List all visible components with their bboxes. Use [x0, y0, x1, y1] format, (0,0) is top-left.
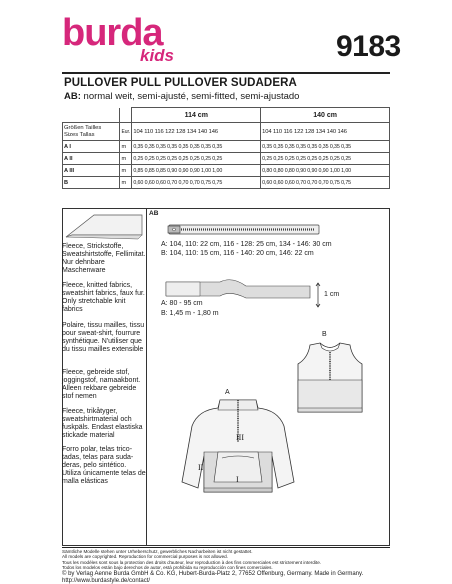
fabric-text-de: Fleece, Strickstoffe, Sweatshirtstoffe, Fellimitat. Nur dehnbare Maschenware [62, 243, 146, 274]
rib-length-a: A: 80 - 95 cm [161, 300, 203, 307]
vest-illustration [290, 340, 370, 420]
row-unit: m [120, 165, 132, 177]
view-b-label: B [322, 331, 327, 338]
size-label-line-2: Sizes Tallas [64, 131, 95, 138]
fabric-text-fr: Polaire, tissu mailles, tissu pour sweat-shirt, fourrure synthétique. N'utiliser que du tissu mailles extensible [62, 322, 145, 353]
row-unit: m [120, 177, 132, 189]
eur-label: Eur. [120, 123, 132, 141]
row-label: A III [63, 165, 120, 177]
subtitle-text: normal weit, semi-ajusté, semi-fitted, semi-ajustado [80, 91, 300, 102]
footer-divider [62, 547, 390, 548]
sizes-b: 104 110 116 122 128 134 140 146 [261, 123, 390, 141]
publisher-url[interactable]: http://www.burdastyle.de/contact/ [62, 578, 151, 584]
row-values-a: 0,60 0,60 0,60 0,70 0,70 0,70 0,75 0,75 [132, 177, 261, 189]
row-values-b: 0,35 0,35 0,35 0,35 0,35 0,35 0,35 0,35 [261, 141, 390, 153]
footer-line-fr: Tous les modèles sont sous la protection des droits d'auteur, leur reproduction à des fins commerciales est strictement interdite. [62, 559, 322, 565]
row-values-a: 0,25 0,25 0,25 0,25 0,25 0,25 0,25 0,25 [132, 153, 261, 165]
brand-logo: burda [62, 12, 163, 54]
zipper-icon [165, 222, 325, 238]
size-label-line-1: Größen Tailles [64, 124, 102, 131]
row-values-a: 0,35 0,35 0,35 0,35 0,35 0,35 0,35 0,35 [132, 141, 261, 153]
publisher-info: © by Verlag Aenne Burda GmbH & Co. KG, Hubert-Burda-Platz 2, 77652 Offenburg, Germany. Made in Germany. [62, 571, 364, 577]
row-label: A II [63, 153, 120, 165]
footer-line-es: Todos los modelos están bajo derechos de autor, está prohibida su reproducción con fines comerciales. [62, 564, 273, 570]
view-a-label: A [225, 389, 230, 396]
sizes-a: 104 110 116 122 128 134 140 146 [132, 123, 261, 141]
piece-iii-label: III [236, 433, 244, 442]
group-header-b: 140 cm [261, 108, 390, 123]
zipper-length-a: A: 104, 110: 22 cm, 116 - 128: 25 cm, 134 - 146: 30 cm [161, 241, 332, 248]
table-row [63, 165, 390, 177]
yardage-table [62, 107, 390, 189]
footer-line-de: Sämtliche Modelle stehen unter Urheberschutz, gewerbliches Nacharbeiten ist nicht gestattet. [62, 549, 253, 554]
table-corner-unit [120, 108, 132, 123]
row-unit: m [120, 153, 132, 165]
fabric-text-nl: Fleece, gebreide stof, joggingstof, namaakbont. Alleen rekbare gebreide stof nemen [62, 369, 141, 400]
table-corner [63, 108, 120, 123]
fabric-text-es: Forro polar, telas tricotadas, telas para sudaderas, pelo sintético. Utiliza únicamente telas de malla elásticas [62, 446, 146, 485]
piece-i-label: I [236, 475, 239, 484]
table-row [63, 177, 390, 189]
pullover-illustration [178, 396, 298, 500]
row-label: A I [63, 141, 120, 153]
piece-ii-label: II [198, 463, 204, 472]
row-unit: m [120, 141, 132, 153]
page-subtitle [64, 91, 299, 102]
zipper-length-b: B: 104, 110: 15 cm, 116 - 140: 20 cm, 146: 22 cm [161, 250, 314, 257]
fabric-text-en: Fleece, knitted fabrics, sweatshirt fabrics, faux fur. Only stretchable knit fabrics [62, 282, 145, 313]
page-title: PULLOVER PULL PULLOVER SUDADERA [64, 77, 297, 89]
table-row [63, 141, 390, 153]
top-divider [62, 72, 390, 74]
brand-logo-sub: kids [140, 46, 175, 65]
size-label [63, 123, 120, 141]
subtitle-code: AB: [64, 91, 81, 102]
footer-line-en: All models are copyrighted. Reproduction for commercial purposes is not allowed. [62, 554, 228, 560]
table-row [63, 153, 390, 165]
row-label: B [63, 177, 120, 189]
pattern-number: 9183 [336, 30, 401, 63]
fabric-swatch-icon [64, 211, 144, 241]
row-values-b: 0,25 0,25 0,25 0,25 0,25 0,25 0,25 0,25 [261, 153, 390, 165]
row-values-a: 0,85 0,85 0,85 0,90 0,90 0,90 1,00 1,00 [132, 165, 261, 177]
group-header-a: 114 cm [132, 108, 261, 123]
row-values-b: 0,60 0,60 0,60 0,70 0,70 0,70 0,75 0,75 [261, 177, 390, 189]
fabric-text-dk: Fleece, trikåtyger, sweatshirtmaterial och fuskpäls. Endast elastiska stickade material [62, 408, 143, 439]
rib-width: 1 cm [324, 291, 340, 298]
row-values-b: 0,80 0,80 0,80 0,90 0,90 0,90 1,00 1,00 [261, 165, 390, 177]
copyright-notice [62, 549, 392, 570]
notions-label: AB [149, 210, 159, 217]
rib-length-b: B: 1,45 m - 1,80 m [161, 310, 219, 317]
